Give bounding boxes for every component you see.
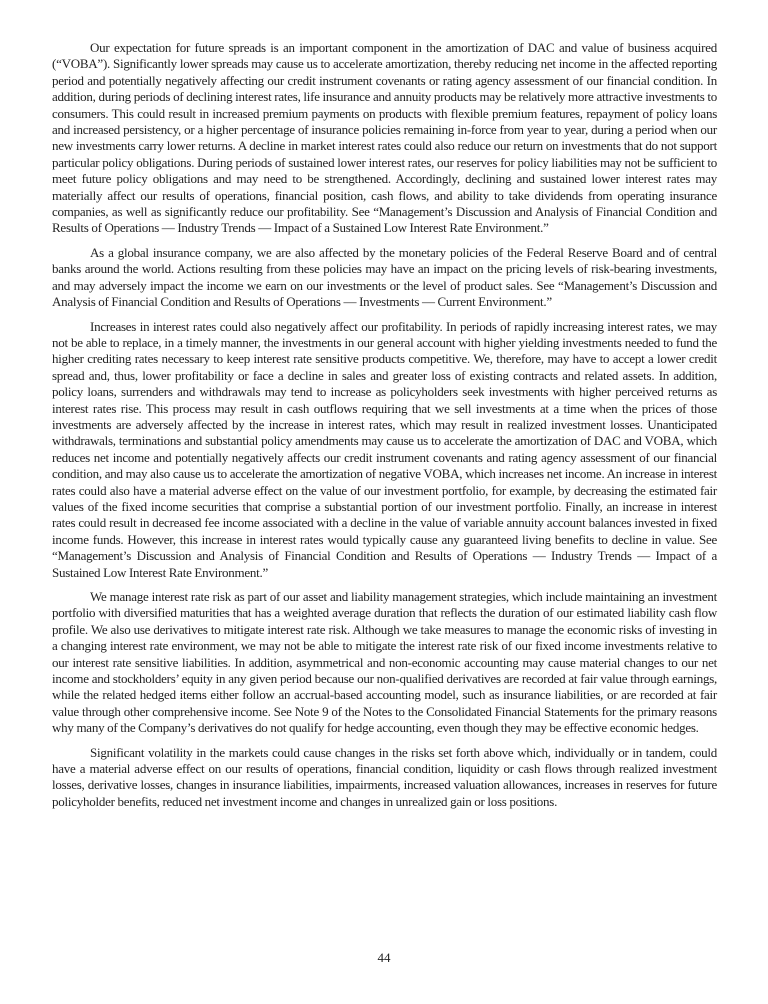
paragraph-market-volatility: Significant volatility in the markets could cause changes in the risks set forth above which, individually or in tandem, could have a material adverse effect on our results of operations, financial condition, liquidity or cash flows through realized investment losses, derivative losses, changes in insurance liabilities, impairments, increased valuation allowances, increases in reserves for future policyholder benefits, reduced net investment income and changes in unrealized gain or loss positions. (52, 744, 717, 809)
paragraph-monetary-policies: As a global insurance company, we are also affected by the monetary policies of the Federal Reserve Board and of central banks around the world. Actions resulting from these policies may have an impact on the pricing levels of risk-bearing investments, and may adversely impact the income we earn on our investments or the level of product sales. See “Management’s Discussion and Analysis of Financial Condition and Results of Operations — Investments — Current Environment.” (52, 244, 717, 310)
paragraph-interest-rate-risk-management: We manage interest rate risk as part of our asset and liability management strategies, which include maintaining an investment portfolio with diversified maturities that has a weighted average duration that reflects the duration of our estimated liability cash flow profile. We also use derivatives to mitigate interest rate risk. Although we take measures to manage the economic risks of investing in a changing interest rate environment, we may not be able to mitigate the interest rate risk of our fixed income investments relative to our interest rate sensitive liabilities. In addition, asymmetrical and non-economic accounting may cause material changes to our net income and stockholders’ equity in any given period because our non-qualified derivatives are recorded at fair value through earnings, while the related hedged items either follow an accrual-based accounting model, such as insurance liabilities, or are recorded at fair value through other comprehensive income. See Note 9 of the Notes to the Consolidated Financial Statements for the primary reasons why many of the Company’s derivatives do not qualify for hedge accounting, even though they may be effective economic hedges. (52, 589, 717, 736)
document-body (52, 40, 717, 818)
page-number: 44 (377, 950, 391, 965)
paragraph-future-spreads: Our expectation for future spreads is an important component in the amortization of DAC and value of business acquired (“VOBA”). Significantly lower spreads may cause us to accelerate amortization, thereby reducing net income in the affected reporting period and potentially negatively affecting our credit instrument covenants or rating agency assessment of our financial condition. In addition, during periods of declining interest rates, life insurance and annuity products may be relatively more attractive investments to consumers. This could result in increased premium payments on products with flexible premium features, repayment of policy loans and increased persistency, or a higher percentage of insurance policies remaining in-force from year to year, during a period when our new investments carry lower returns. A decline in market interest rates could also reduce our return on investments that do not support particular policy obligations. During periods of sustained lower interest rates, our reserves for policy liabilities may not be sufficient to meet future policy obligations and may need to be strengthened. Accordingly, declining and sustained lower interest rates may materially affect our results of operations, financial position, cash flows, and ability to take dividends from operating insurance companies, as well as significantly reduce our profitability. See “Management’s Discussion and Analysis of Financial Condition and Results of Operations — Industry Trends — Impact of a Sustained Low Interest Rate Environment.” (52, 40, 717, 236)
paragraph-increasing-rates: Increases in interest rates could also negatively affect our profitability. In periods of rapidly increasing interest rates, we may not be able to replace, in a timely manner, the investments in our general account with higher yielding investments needed to fund the higher crediting rates necessary to keep interest rate sensitive products competitive. We, therefore, may have to accept a lower credit spread and, thus, lower profitability or face a decline in sales and greater loss of existing contracts and related assets. In addition, policy loans, surrenders and withdrawals may tend to increase as policyholders seek investments with higher perceived returns as interest rates rise. This process may result in cash outflows requiring that we sell investments at a time when the prices of those investments are adversely affected by the increase in interest rates, which may result in realized investment losses. Unanticipated withdrawals, terminations and substantial policy amendments may cause us to accelerate the amortization of DAC and VOBA, which reduces net income and potentially negatively affects our credit instrument covenants and rating agency assessment of our financial condition, and may also cause us to accelerate the amortization of negative VOBA, which increases net income. An increase in interest rates could also have a material adverse effect on the value of our investment portfolio, for example, by decreasing the estimated fair values of the fixed income securities that comprise a substantial portion of our investment portfolio. Finally, an increase in interest rates could result in decreased fee income associated with a decline in the value of variable annuity account balances invested in fixed income funds. However, this increase in interest rates would typically cause any guaranteed living benefits to decline in value. See “Management’s Discussion and Analysis of Financial Condition and Results of Operations — Industry Trends — Impact of a Sustained Low Interest Rate Environment.” (52, 318, 717, 580)
